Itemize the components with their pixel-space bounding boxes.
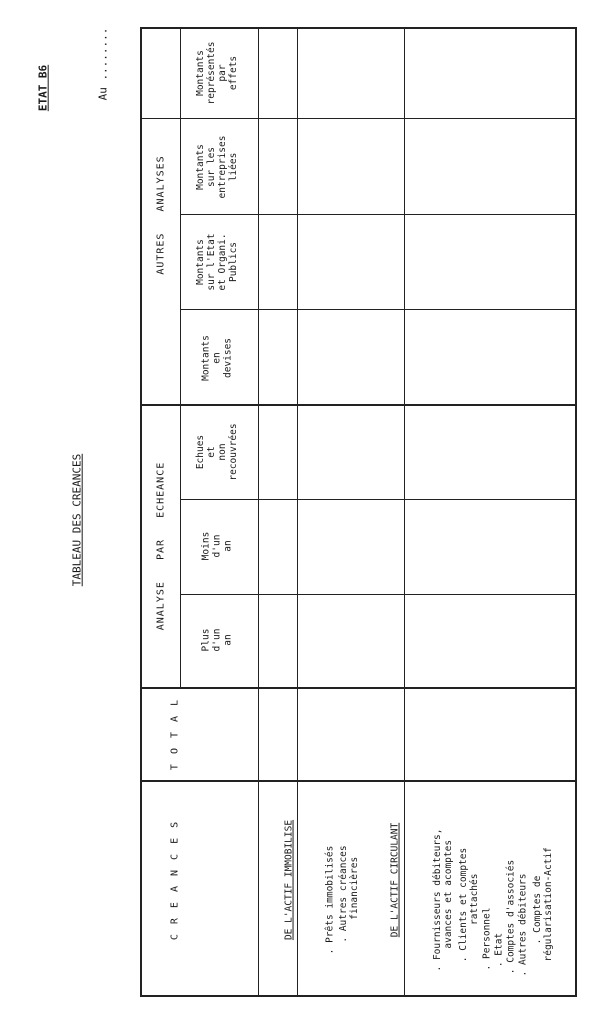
row-prets-immobilises: . Prêts immobilisés [324, 845, 336, 955]
analyse-echeance-header: ANALYSE PAR ECHEANCE [155, 461, 167, 631]
col-montants-etat: Montants sur l'Etat et Organi. Publics [195, 233, 239, 291]
row-fournisseurs-debiteurs: . Fournisseurs débiteurs, avances et acomptes [432, 828, 454, 972]
col-moins-un-an: Moins d'un an [200, 531, 234, 561]
col-montants-effets: Montants représentés par effets [195, 41, 239, 105]
row-personnel: . Personnel [481, 907, 493, 971]
row-clients-comptes: . Clients et comptes rattachés [458, 847, 480, 963]
row-etat: . Etat [493, 932, 505, 968]
section-actif-immobilise: DE L'ACTIF IMMOBILISE [283, 819, 295, 941]
etat-label: ETAT B6 [36, 64, 50, 112]
creances-header: C R E A N C E S [169, 819, 181, 941]
autres-analyses-header: AUTRES ANALYSES [155, 155, 167, 275]
row-autres-creances-financieres: . Autres créances financières [338, 845, 360, 943]
total-header: T O T A L [169, 697, 181, 771]
col-montants-devises: Montants en devises [200, 335, 234, 381]
page-title: TABLEAU DES CREANCES [70, 453, 84, 587]
col-montants-entreprises-liees: Montants sur les entreprises liées [195, 135, 239, 199]
col-echues-non-recouvrees: Echues et non recouvrées [195, 423, 239, 481]
col-plus-un-an: Plus d'un an [200, 628, 234, 652]
section-actif-circulant: DE L'ACTIF CIRCULANT [389, 822, 401, 938]
au-date-label: Au ........ [96, 27, 110, 101]
row-comptes-regularisation: . Comptes de régularisation-Actif [532, 847, 554, 962]
row-comptes-associes: . Comptes d'associés [505, 859, 517, 975]
row-autres-debiteurs: . Autres débiteurs [517, 873, 529, 977]
